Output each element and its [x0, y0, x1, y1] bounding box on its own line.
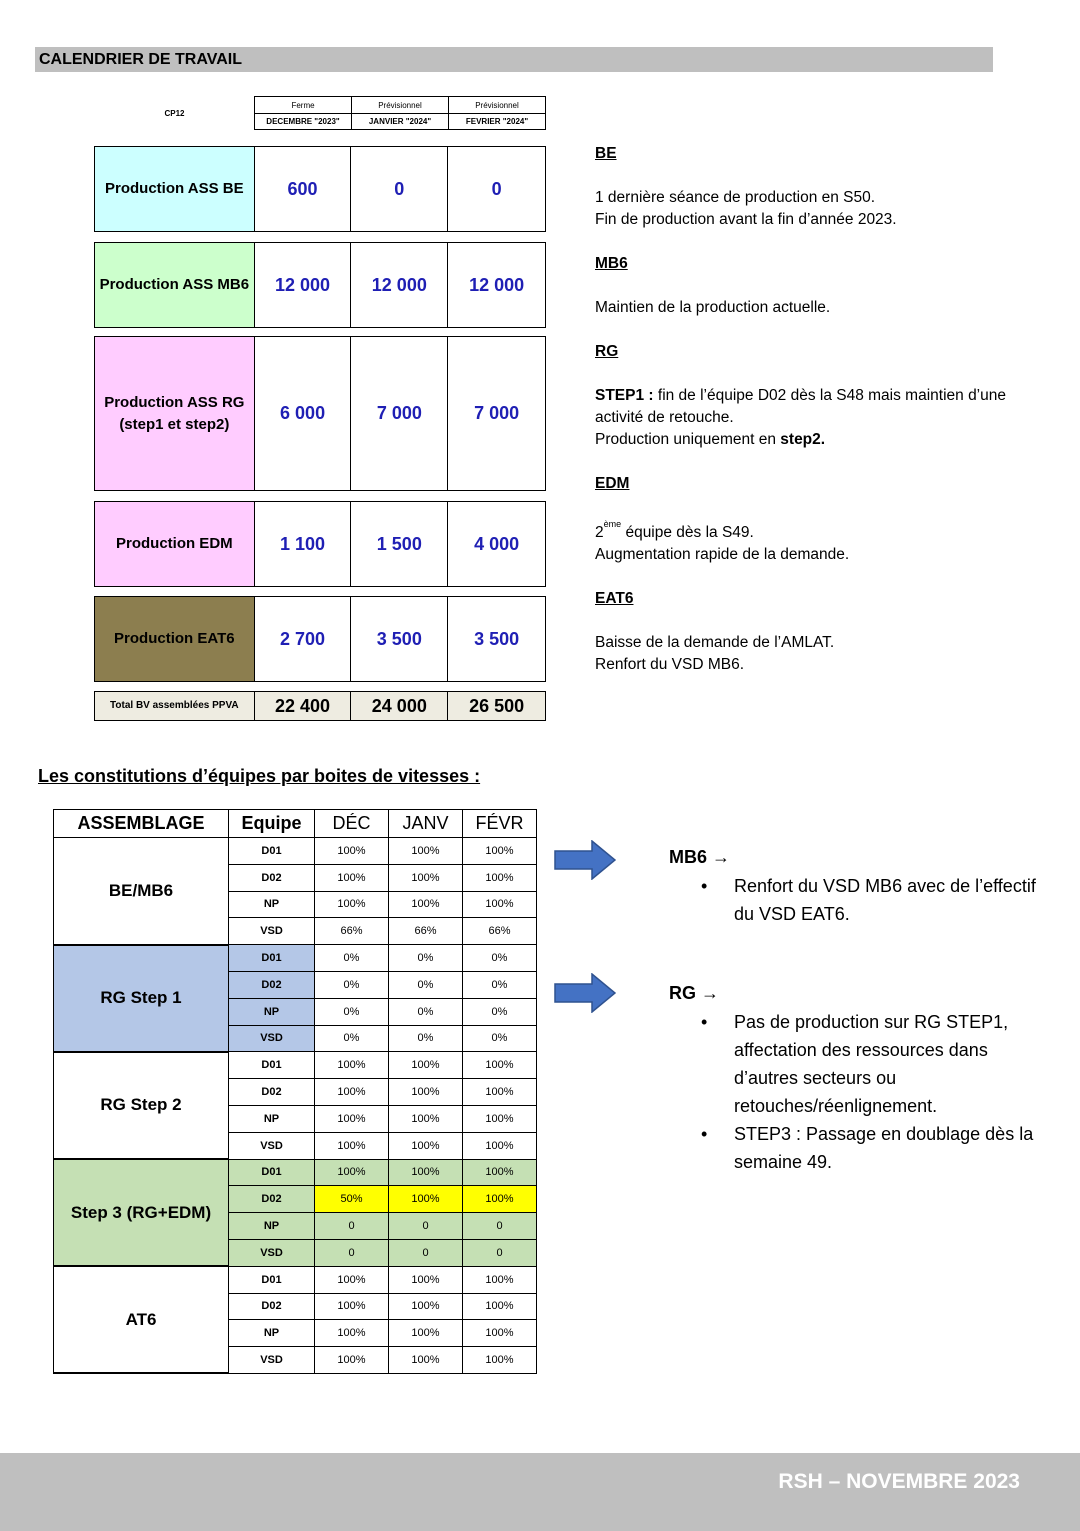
pct-cell: 100% [315, 1347, 389, 1374]
pct-cell: 0% [389, 945, 463, 972]
note-heading: EDM [595, 475, 630, 492]
bullet-heading: MB6 → [669, 847, 731, 867]
pct-cell: 100% [389, 1320, 463, 1347]
pct-cell-highlight: 100% [463, 1186, 537, 1213]
value-cell: 1 500 [351, 502, 448, 586]
pct-cell: 0 [389, 1239, 463, 1266]
pct-cell: 100% [315, 1320, 389, 1347]
pct-cell: 100% [463, 838, 537, 865]
note-line: Maintien de la production actuelle. [595, 299, 831, 316]
pct-cell: 100% [315, 1079, 389, 1106]
pct-cell: 100% [463, 864, 537, 891]
pct-cell: 100% [463, 1347, 537, 1374]
team-cell: NP [229, 1320, 315, 1347]
pct-cell: 100% [389, 864, 463, 891]
column-status: Prévisionnel [352, 97, 448, 114]
team-cell: D01 [229, 838, 315, 865]
pct-cell: 0% [463, 1025, 537, 1052]
note-text: fin de l’équipe D02 dès la S48 mais maintien d’une activité de retouche. [595, 387, 1006, 426]
row-label: Production EAT6 [95, 597, 255, 681]
team-cell: NP [229, 1105, 315, 1132]
table-row [54, 1052, 537, 1079]
pct-cell: 66% [389, 918, 463, 945]
value-cell: 3 500 [474, 628, 520, 649]
value-cell: 0 [491, 178, 502, 199]
note-line: Baisse de la demande de l’AMLAT. [595, 634, 835, 652]
pct-cell: 100% [315, 1105, 389, 1132]
value-cell: 1 100 [255, 502, 352, 586]
note-edm [595, 473, 1045, 566]
list-item: • STEP3 : Passage en doublage dès la semaine 49. [669, 1120, 1049, 1176]
pct-cell: 66% [315, 918, 389, 945]
pct-cell: 100% [389, 1132, 463, 1159]
header-dec: DÉC [315, 810, 389, 838]
pct-cell: 0% [463, 945, 537, 972]
pct-cell: 0 [389, 1213, 463, 1240]
pct-cell: 0% [315, 1025, 389, 1052]
team-cell: VSD [229, 1239, 315, 1266]
team-cell: NP [229, 998, 315, 1025]
header-assemblage: ASSEMBLAGE [54, 810, 229, 838]
note-sup: ème [603, 519, 622, 529]
table-row [54, 1266, 537, 1293]
pct-cell: 100% [463, 1052, 537, 1079]
pct-cell: 100% [463, 891, 537, 918]
page-title: CALENDRIER DE TRAVAIL [35, 47, 993, 72]
pct-cell: 100% [463, 1320, 537, 1347]
pct-cell: 100% [463, 1266, 537, 1293]
pct-cell: 100% [389, 1079, 463, 1106]
value-cell: 7 000 [351, 337, 448, 490]
pct-cell: 100% [315, 1052, 389, 1079]
team-cell: D01 [229, 1052, 315, 1079]
column-status: Ferme [255, 97, 351, 114]
team-cell: NP [229, 1213, 315, 1240]
pct-cell: 0% [389, 1025, 463, 1052]
pct-cell: 0 [315, 1239, 389, 1266]
teams-table [53, 809, 537, 1374]
section-title: Les constitutions d’équipes par boites de vitesses : [38, 766, 481, 786]
value-cell: 0 [351, 147, 448, 231]
production-row-total [94, 691, 546, 721]
row-label: Production ASS MB6 [95, 243, 255, 327]
pct-cell: 100% [389, 1266, 463, 1293]
value-cell: 2 700 [255, 597, 352, 681]
value-cell: 12 000 [351, 243, 448, 327]
production-row-mb6 [94, 242, 546, 328]
group-name: Step 3 (RG+EDM) [54, 1159, 229, 1266]
pct-cell: 100% [315, 1293, 389, 1320]
pct-cell: 100% [315, 1266, 389, 1293]
pct-cell: 100% [463, 1132, 537, 1159]
team-cell: D01 [229, 945, 315, 972]
note-line: Fin de production avant la fin d’année 2023. [595, 211, 897, 228]
team-cell: NP [229, 891, 315, 918]
note-line [595, 517, 1045, 544]
value-cell: 600 [255, 147, 352, 231]
value-cell: 4 000 [474, 533, 520, 554]
pct-cell: 100% [315, 891, 389, 918]
team-cell: D02 [229, 1293, 315, 1320]
list-item: • Pas de production sur RG STEP1, affectation des ressources dans d’autres secteurs ou retouches/réenlignement. [669, 1008, 1049, 1120]
pct-cell: 100% [315, 864, 389, 891]
pct-cell: 100% [389, 838, 463, 865]
note-line: Augmentation rapide de la demande. [595, 546, 850, 564]
pct-cell: 0% [389, 971, 463, 998]
list-item: • Renfort du VSD MB6 avec de l’effectif du VSD EAT6. [669, 872, 1049, 928]
production-row-be [94, 146, 546, 232]
pct-cell: 100% [315, 838, 389, 865]
group-name: RG Step 1 [54, 945, 229, 1052]
group-name: BE/MB6 [54, 838, 229, 945]
column-period: FEVRIER "2024" [465, 117, 529, 126]
note-heading: BE [595, 145, 617, 162]
pct-cell: 100% [463, 1079, 537, 1106]
column-period: JANVIER "2024" [368, 117, 432, 126]
team-cell: D01 [229, 1159, 315, 1186]
value-cell: 12 000 [469, 274, 525, 295]
pct-cell: 0% [315, 945, 389, 972]
column-header-feb [448, 96, 546, 130]
corner-label: CP12 [164, 108, 185, 118]
note-line: 1 dernière séance de production en S50. [595, 189, 876, 206]
note-be [595, 143, 1045, 231]
table-row [54, 838, 537, 865]
team-cell: D01 [229, 1266, 315, 1293]
note-text: équipe dès la S49. [621, 524, 754, 542]
row-label: Production ASS RG (step1 et step2) [95, 337, 255, 490]
note-text: Production uniquement en [595, 431, 781, 448]
pct-cell: 100% [389, 1293, 463, 1320]
value-cell: 3 500 [351, 597, 448, 681]
table-header-row [54, 810, 537, 838]
arrow-right-icon [554, 973, 616, 1013]
mb6-bullets [669, 843, 1049, 928]
note-bold: step2. [780, 431, 826, 448]
note-text: 2 [595, 524, 604, 542]
row-label: Production EDM [95, 502, 255, 586]
note-line [595, 429, 1045, 451]
total-value: 26 500 [448, 692, 545, 720]
note-heading: RG [595, 343, 619, 360]
pct-cell: 100% [389, 1347, 463, 1374]
production-row-edm [94, 501, 546, 587]
production-row-eat6 [94, 596, 546, 682]
note-eat6 [595, 588, 1045, 676]
arrow-right-icon [554, 840, 616, 880]
pct-cell-highlight: 100% [389, 1186, 463, 1213]
column-status: Prévisionnel [449, 97, 545, 114]
team-cell: D02 [229, 971, 315, 998]
rg-bullets [669, 979, 1049, 1176]
page-footer [0, 1453, 1080, 1531]
note-line: Renfort du VSD MB6. [595, 656, 745, 674]
pct-cell: 100% [389, 1052, 463, 1079]
pct-cell: 100% [389, 1105, 463, 1132]
bullet-heading: RG → [669, 983, 720, 1003]
team-cell: VSD [229, 918, 315, 945]
team-cell: D02 [229, 864, 315, 891]
production-row-rg [94, 336, 546, 491]
column-header-jan [351, 96, 449, 130]
table-row [54, 1159, 537, 1186]
column-period: DECEMBRE "2023" [266, 117, 340, 126]
pct-cell: 0% [463, 971, 537, 998]
team-cell: VSD [229, 1025, 315, 1052]
pct-cell: 0% [463, 998, 537, 1025]
pct-cell: 100% [463, 1159, 537, 1186]
value-cell: 7 000 [474, 403, 520, 423]
column-header-dec [254, 96, 352, 130]
value-cell: 6 000 [255, 337, 352, 490]
note-rg [595, 341, 1045, 451]
pct-cell: 0 [463, 1213, 537, 1240]
pct-cell: 0% [389, 998, 463, 1025]
pct-cell: 100% [389, 1159, 463, 1186]
note-mb6 [595, 253, 1045, 319]
team-cell: D02 [229, 1079, 315, 1106]
group-name: RG Step 2 [54, 1052, 229, 1159]
total-value: 22 400 [255, 692, 352, 720]
pct-cell: 0% [315, 998, 389, 1025]
pct-cell-highlight: 50% [315, 1186, 389, 1213]
pct-cell: 100% [463, 1105, 537, 1132]
row-label: Production ASS BE [95, 147, 255, 231]
pct-cell: 0 [315, 1213, 389, 1240]
note-heading: EAT6 [595, 590, 634, 608]
header-fevr: FÉVR [463, 810, 537, 838]
group-name: AT6 [54, 1266, 229, 1373]
note-line [595, 385, 1045, 429]
pct-cell: 100% [315, 1132, 389, 1159]
team-cell: VSD [229, 1347, 315, 1374]
pct-cell: 0% [315, 971, 389, 998]
pct-cell: 0 [463, 1239, 537, 1266]
note-bold: STEP1 : [595, 387, 654, 404]
pct-cell: 100% [463, 1293, 537, 1320]
team-cell: VSD [229, 1132, 315, 1159]
production-notes [595, 143, 1045, 698]
footer-text: RSH – NOVEMBRE 2023 [778, 1470, 1020, 1493]
team-cell: D02 [229, 1186, 315, 1213]
total-label: Total BV assemblées PPVA [95, 692, 255, 720]
value-cell: 12 000 [255, 243, 352, 327]
pct-cell: 66% [463, 918, 537, 945]
note-heading: MB6 [595, 255, 628, 272]
header-equipe: Equipe [229, 810, 315, 838]
pct-cell: 100% [315, 1159, 389, 1186]
table-row [54, 945, 537, 972]
header-janv: JANV [389, 810, 463, 838]
pct-cell: 100% [389, 891, 463, 918]
total-value: 24 000 [351, 692, 448, 720]
